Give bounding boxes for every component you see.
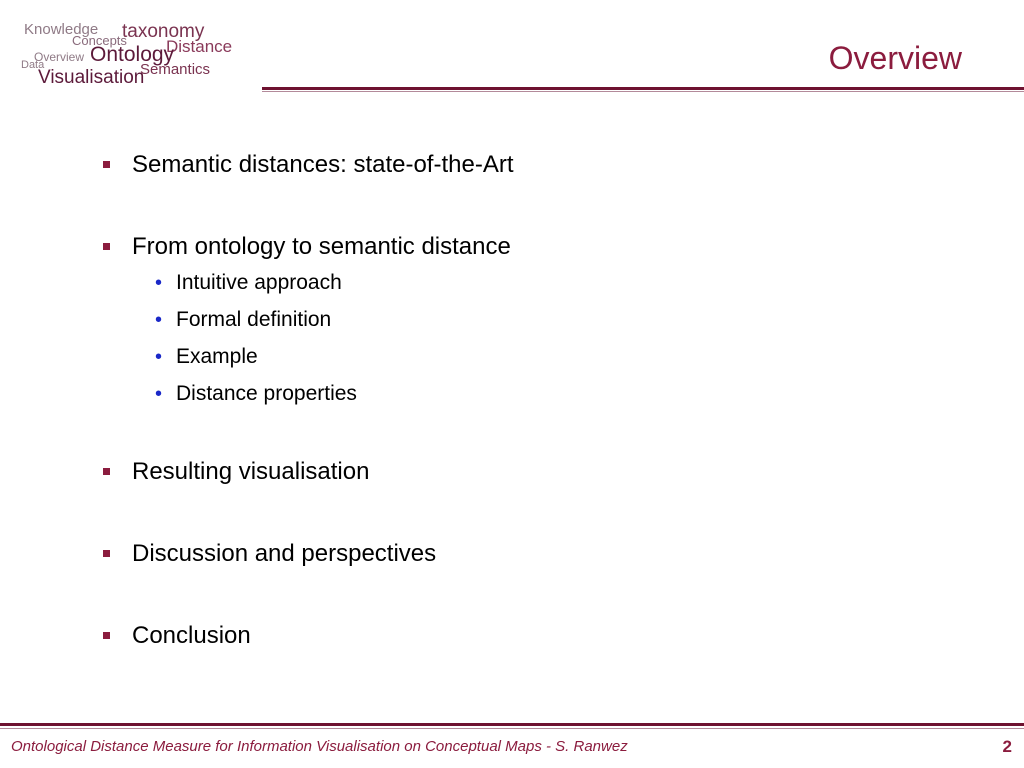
- sub-list-item-label: Example: [176, 345, 258, 368]
- sub-list-item-label: Formal definition: [176, 308, 332, 331]
- logo-word-overview: Overview: [34, 50, 85, 64]
- title-divider-thin: [262, 91, 1024, 92]
- bullet-list: [100, 150, 984, 703]
- logo-word-visualisation: Visualisation: [38, 67, 145, 88]
- list-item: [100, 539, 984, 569]
- dot-bullet-icon: •: [155, 346, 163, 368]
- dot-bullet-icon: •: [155, 383, 163, 405]
- logo-word-data: Data: [21, 59, 45, 71]
- title-divider: [262, 87, 1024, 90]
- sub-list-item: [152, 270, 984, 296]
- square-bullet-icon: [103, 243, 110, 250]
- sub-list-item-label: Distance properties: [176, 382, 357, 405]
- list-item: [100, 150, 984, 180]
- sub-list-item-label: Intuitive approach: [176, 271, 342, 294]
- sub-list-item: [152, 381, 984, 407]
- list-item-label: Semantic distances: state-of-the-Art: [132, 151, 514, 178]
- list-item-label: From ontology to semantic distance: [132, 233, 511, 260]
- logo-word-taxonomy: taxonomy: [122, 21, 205, 42]
- dot-bullet-icon: •: [155, 309, 163, 331]
- list-item: [100, 457, 984, 487]
- list-item-label: Discussion and perspectives: [132, 540, 437, 567]
- logo-word-ontology: Ontology: [90, 43, 175, 66]
- list-item-label: Resulting visualisation: [132, 458, 370, 485]
- sub-list-item: [152, 307, 984, 333]
- slide-title: Overview: [828, 40, 962, 76]
- logo-word-cloud: [18, 18, 248, 90]
- square-bullet-icon: [103, 632, 110, 639]
- dot-bullet-icon: •: [155, 272, 163, 294]
- footer-citation: Ontological Distance Measure for Information Visualisation on Conceptual Maps - S. Ranwez: [11, 738, 628, 755]
- sub-list-item: [152, 344, 984, 370]
- logo-word-knowledge: Knowledge: [24, 21, 99, 38]
- footer-divider-thin: [0, 728, 1024, 729]
- logo-word-semantics: Semantics: [140, 61, 211, 78]
- sub-bullet-list: [152, 270, 984, 407]
- square-bullet-icon: [103, 161, 110, 168]
- list-item: [100, 232, 984, 262]
- list-item-label: Conclusion: [132, 622, 251, 649]
- square-bullet-icon: [103, 550, 110, 557]
- page-number: 2: [1002, 737, 1012, 756]
- square-bullet-icon: [103, 468, 110, 475]
- footer-divider: [0, 723, 1024, 726]
- logo-word-distance: Distance: [166, 37, 233, 56]
- logo-word-concepts: Concepts: [72, 33, 127, 48]
- list-item: [100, 621, 984, 651]
